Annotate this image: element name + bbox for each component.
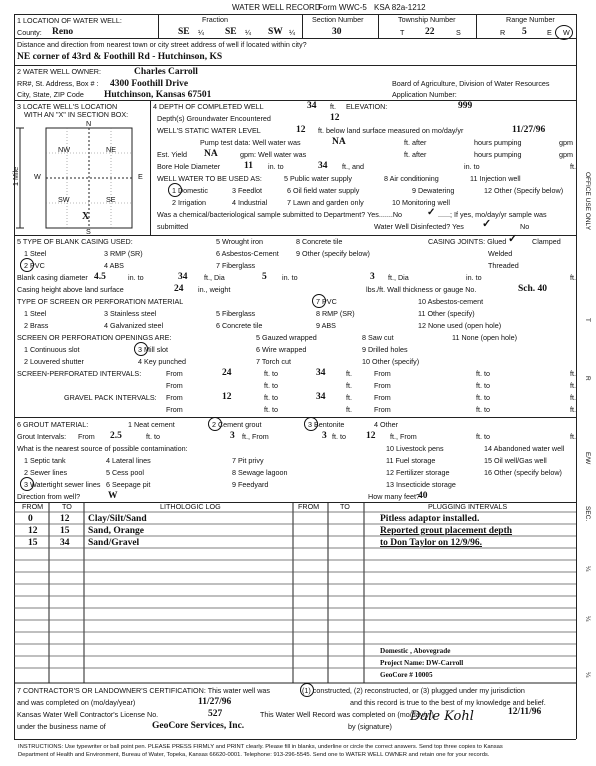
dia2-to-value[interactable]: 3 [370, 272, 375, 282]
casing-steel[interactable]: 1 Steel [24, 249, 47, 258]
county-label: County: [17, 28, 42, 37]
township-label: Township Number [398, 15, 456, 24]
bentonite-circle [304, 417, 318, 431]
hours-label: hours pumping [474, 138, 522, 147]
yield-value[interactable]: NA [204, 149, 218, 159]
src-oilgas[interactable]: 15 Oil well/Gas well [484, 456, 547, 465]
gravel-ft-2: ft. [570, 393, 576, 402]
log-row-from[interactable]: 12 [28, 526, 38, 536]
lbs-label: lbs./ft. Wall thickness or gauge No. [366, 285, 477, 294]
src-pit[interactable]: 7 Pit privy [232, 456, 264, 465]
open-wire[interactable]: 6 Wire wrapped [256, 345, 307, 354]
application-label: Application Number: [392, 90, 457, 99]
perf-to-4: ft. to [476, 381, 490, 390]
range-w: W [563, 28, 570, 37]
cert-truth: and this record is true to the best of my knowledge and belief. [350, 698, 546, 707]
quarter-mark: ¼ [245, 28, 251, 37]
pump-value[interactable]: NA [332, 137, 346, 147]
grout-ft-from-2: ft., From [390, 432, 417, 441]
quarter-1[interactable]: SE [178, 27, 190, 37]
grout-cement[interactable]: 2 Cement grout [212, 420, 262, 429]
perf-ft-2: ft. [570, 369, 576, 378]
casing-other[interactable]: 9 Other (specify below) [296, 249, 370, 258]
log-header-from: FROM [22, 502, 44, 511]
open-mill-slot[interactable]: 3 Mill slot [138, 345, 168, 354]
quarter-2[interactable]: SE [225, 27, 237, 37]
plug-note-2[interactable]: Reported grout placement depth [380, 526, 513, 536]
gravel-label: GRAVEL PACK INTERVALS: [64, 393, 157, 402]
log-row-desc[interactable]: Sand, Orange [88, 526, 144, 536]
src-fertilizer[interactable]: 12 Fertilizer storage [386, 468, 450, 477]
joints-clamped[interactable]: Clamped [532, 237, 561, 246]
casing-pvc[interactable]: 2 PVC [24, 261, 45, 270]
screen-steel[interactable]: 1 Steel [24, 309, 47, 318]
joints-threaded[interactable]: Threaded [488, 261, 519, 270]
casing-fiberglass[interactable]: 7 Fiberglass [216, 261, 256, 270]
dia3-in-to: in. to [466, 273, 482, 282]
screen-none[interactable]: 12 None used (open hole) [418, 321, 502, 330]
grout-ft-3: ft. [570, 432, 576, 441]
grout-label: 6 GROUT MATERIAL: [17, 420, 89, 429]
fraction-label: Fraction [202, 15, 228, 24]
perf-to-2: ft. to [476, 369, 490, 378]
cert-label: 7 CONTRACTOR'S OR LANDOWNER'S CERTIFICATION: This water well was [17, 686, 271, 695]
se-label: SE [106, 195, 116, 204]
geocore-number[interactable]: GeoCore # 10005 [380, 671, 433, 679]
county-value[interactable]: Reno [52, 27, 74, 37]
screen-label: TYPE OF SCREEN OR PERFORATION MATERIAL [17, 297, 184, 306]
dia-value[interactable]: 4.5 [94, 272, 106, 282]
log-row-to[interactable]: 15 [60, 526, 70, 536]
plug-header-to: TO [340, 502, 350, 511]
perf-to-value[interactable]: 34 [316, 368, 326, 378]
open-drilled[interactable]: 9 Drilled holes [362, 345, 408, 354]
chem-question: Was a chemical/bacteriological sample submitted to Department? Yes.......No [157, 210, 403, 219]
gpm-label: gpm [559, 138, 573, 147]
ft-unit-2: ft. [570, 162, 576, 171]
locate-label-2: WITH AN "X" IN SECTION BOX: [24, 110, 129, 119]
gravel-to-2: ft. to [476, 393, 490, 402]
quarter-3[interactable]: SW [268, 27, 283, 37]
side-quarter-1: ¼ [584, 566, 591, 572]
r-prefix: R [500, 28, 506, 37]
well-x-mark: X [82, 211, 90, 222]
grout-neat[interactable]: 1 Neat cement [128, 420, 175, 429]
screen-asbestos[interactable]: 10 Asbestos-cement [418, 297, 484, 306]
dia3-ft: ft. [570, 273, 576, 282]
casing-label: 5 TYPE OF BLANK CASING USED: [17, 237, 133, 246]
open-louvered[interactable]: 2 Louvered shutter [24, 357, 84, 366]
dia-to-value[interactable]: 34 [178, 272, 188, 282]
casing-concrete[interactable]: 8 Concrete tile [296, 237, 343, 246]
use-public[interactable]: 5 Public water supply [284, 174, 352, 183]
src-lateral[interactable]: 4 Lateral lines [106, 456, 151, 465]
src-seepage[interactable]: 6 Seepage pit [106, 480, 151, 489]
gauge-value[interactable]: Sch. 40 [518, 284, 548, 294]
screen-other[interactable]: 11 Other (specify) [418, 309, 475, 318]
gravel-to-1: ft. to [264, 393, 278, 402]
side-quarter-2: ¼ [584, 616, 591, 622]
open-other[interactable]: 10 Other (specify) [362, 357, 420, 366]
feet-label: How many feet? [368, 492, 420, 501]
perf-from-3: From [166, 381, 183, 390]
address-value[interactable]: 4300 Foothill Drive [110, 79, 189, 89]
constructed-circle [300, 683, 314, 697]
grout-from-1: From [78, 432, 95, 441]
quarter-mark: ¼ [289, 28, 295, 37]
range-label: Range Number [506, 15, 555, 24]
east-label: E [138, 172, 143, 181]
elevation-label: ELEVATION: [346, 102, 388, 111]
open-continuous[interactable]: 1 Continuous slot [24, 345, 80, 354]
gravel-from-4: From [374, 405, 391, 414]
perf-to-3: ft. to [264, 381, 278, 390]
dia2-in-to: in. to [282, 273, 298, 282]
elevation-value[interactable]: 999 [458, 101, 473, 111]
grout-ft-from: ft., From [242, 432, 269, 441]
cert-options: (1) constructed, (2) reconstructed, or (3) plugged under my jurisdiction [302, 686, 525, 695]
direction-value[interactable]: W [108, 491, 118, 501]
license-number[interactable]: 527 [208, 709, 223, 719]
log-row-to[interactable]: 34 [60, 538, 70, 548]
chem-tail: ......; If yes, mo/day/yr sample was [438, 210, 547, 219]
disinfected-check[interactable]: ✓ [482, 218, 492, 230]
grout-to-value-1[interactable]: 3 [230, 431, 235, 441]
grout-intervals-label: Grout Intervals: [17, 432, 67, 441]
height-value[interactable]: 24 [174, 284, 184, 294]
src-sewer[interactable]: 2 Sewer lines [24, 468, 68, 477]
depth-value[interactable]: 34 [307, 101, 317, 111]
side-r-label: R [584, 376, 591, 381]
grout-to-value-2[interactable]: 12 [366, 431, 376, 441]
grout-to-2: ft. to [332, 432, 346, 441]
src-septic[interactable]: 1 Septic tank [24, 456, 66, 465]
perf-from-value[interactable]: 24 [222, 368, 232, 378]
joints-label: CASING JOINTS: Glued [428, 237, 507, 246]
use-domestic[interactable]: 1 Domestic [172, 186, 208, 195]
perf-ft-1: ft. [346, 369, 352, 378]
src-fuel[interactable]: 11 Fuel storage [386, 456, 436, 465]
business-label: under the business name of [17, 722, 106, 731]
static-value[interactable]: 12 [296, 125, 306, 135]
height-label: Casing height above land surface [17, 285, 124, 294]
src-feedyard[interactable]: 9 Feedyard [232, 480, 269, 489]
casing-asbestos[interactable]: 6 Asbestos-Cement [216, 249, 279, 258]
township-value[interactable]: 22 [425, 27, 435, 37]
use-irrigation[interactable]: 2 Irrigation [172, 198, 206, 207]
grout-other[interactable]: 4 Other [374, 420, 398, 429]
west-label: W [34, 172, 41, 181]
joints-glued-check[interactable]: ✓ [508, 233, 518, 245]
form-number: Form WWC-5 [318, 3, 367, 12]
log-row-from[interactable]: 0 [28, 514, 33, 524]
ft-unit: ft. [330, 102, 336, 111]
log-row-desc[interactable]: Sand/Gravel [88, 538, 140, 548]
casing-rmp[interactable]: 3 RMP (SR) [104, 249, 143, 258]
grout-from-value-1[interactable]: 2.5 [110, 431, 122, 441]
feet-value[interactable]: 40 [418, 491, 428, 501]
dia-ft: ft., Dia [204, 273, 225, 282]
record-completed-label: This Water Well Record was completed on (mo/day/yr) [260, 710, 434, 719]
use-oilfield[interactable]: 6 Oil field water supply [287, 186, 360, 195]
screen-abs[interactable]: 9 ABS [316, 321, 336, 330]
gravel-ft-1: ft. [346, 393, 352, 402]
open-saw-cut[interactable]: 8 Saw cut [362, 333, 394, 342]
hours-label-2: hours pumping [474, 150, 522, 159]
completed-label: and was completed on (mo/day/year) [17, 698, 136, 707]
src-livestock[interactable]: 10 Livestock pens [386, 444, 444, 453]
gpm-label-2: gpm [559, 150, 573, 159]
dia2-value[interactable]: 5 [262, 272, 267, 282]
log-row-to[interactable]: 12 [60, 514, 70, 524]
use-other[interactable]: 12 Other (Specify below) [484, 186, 564, 195]
use-feedlot[interactable]: 3 Feedlot [232, 186, 262, 195]
section-label: Section Number [312, 15, 364, 24]
range-value[interactable]: 5 [522, 27, 527, 37]
bore-and: ft., and [342, 162, 364, 171]
board-label: Board of Agriculture, Division of Water Resources [392, 79, 550, 88]
open-gauzed[interactable]: 5 Gauzed wrapped [256, 333, 317, 342]
casing-wrought[interactable]: 5 Wrought iron [216, 237, 264, 246]
ksa-ref: KSA 82a-1212 [374, 3, 426, 12]
gravel-from-value[interactable]: 12 [222, 392, 232, 402]
static-date[interactable]: 11/27/96 [512, 125, 546, 135]
grout-to-3: ft. to [476, 432, 490, 441]
casing-abs[interactable]: 4 ABS [104, 261, 124, 270]
city-label: City, State, ZIP Code [17, 90, 84, 99]
distance-value[interactable]: NE corner of 43rd & Foothill Rd - Hutchinson, KS [17, 52, 223, 62]
screen-fiberglass[interactable]: 5 Fiberglass [216, 309, 256, 318]
log-header-to: TO [62, 502, 72, 511]
mill-slot-circle [134, 342, 148, 356]
sw-label: SW [58, 195, 70, 204]
city-value[interactable]: Hutchinson, Kansas 67501 [104, 90, 212, 100]
owner-name[interactable]: Charles Carroll [134, 67, 198, 77]
open-key-punched[interactable]: 4 Key punched [138, 357, 186, 366]
gravel-to-3: ft. to [264, 405, 278, 414]
screen-pvc-circle [312, 294, 326, 308]
location-label: 1 LOCATION OF WATER WELL: [17, 16, 122, 25]
gravel-from-3: From [166, 405, 183, 414]
plug-note-4[interactable]: Domestic , Abovegrade [380, 647, 451, 655]
pump-after: ft. after [404, 138, 427, 147]
use-dewatering[interactable]: 9 Dewatering [412, 186, 455, 195]
log-row-desc[interactable]: Clay/Silt/Sand [88, 514, 147, 524]
use-label: WELL WATER TO BE USED AS: [157, 174, 262, 183]
address-label: RR#, St. Address, Box # : [17, 79, 99, 88]
t-prefix: T [400, 28, 405, 37]
screen-galvanized[interactable]: 4 Galvanized steel [104, 321, 164, 330]
dia2-ft: ft., Dia [388, 273, 409, 282]
gravel-to-4: ft. to [476, 405, 490, 414]
joints-welded[interactable]: Welded [488, 249, 513, 258]
screen-rmp[interactable]: 8 RMP (SR) [316, 309, 355, 318]
side-t-label: T [584, 318, 591, 322]
perf-ft-3: ft. [346, 381, 352, 390]
yield-gpm: gpm: Well water was [240, 150, 307, 159]
instructions-2: Department of Health and Environment, Bureau of Water, Topeka, Kansas 66620-0001. Telephone: 913-296-5545. Send one to WATER WELL OWNER and retain one for your records. [18, 752, 490, 758]
chem-check[interactable]: ✓ [427, 207, 436, 218]
signature-label: by (signature) [348, 722, 392, 731]
perf-label: SCREEN-PERFORATED INTERVALS: [17, 369, 142, 378]
gravel-ft-3: ft. [346, 405, 352, 414]
business-name[interactable]: GeoCore Services, Inc. [152, 721, 245, 731]
side-ew-label: E/W [584, 452, 591, 465]
static-label: WELL'S STATIC WATER LEVEL [157, 126, 261, 135]
side-sec-label: SEC. [584, 506, 591, 522]
quarter-mark: ¼ [198, 28, 204, 37]
pump-after-2: ft. after [404, 150, 427, 159]
perf-from-1: From [166, 369, 183, 378]
screen-brass[interactable]: 2 Brass [24, 321, 49, 330]
grout-bentonite[interactable]: 3 Bentonite [308, 420, 345, 429]
direction-label: Direction from well? [17, 492, 81, 501]
bore-to-value[interactable]: 34 [318, 161, 328, 171]
submitted-label: submitted [157, 222, 189, 231]
static-mid: ft. below land surface measured on mo/day/yr [318, 126, 464, 135]
side-quarter-3: ¼ [584, 672, 591, 678]
screen-stainless[interactable]: 3 Stainless steel [104, 309, 157, 318]
ne-label: NE [106, 145, 116, 154]
owner-label: 2 WATER WELL OWNER: [17, 67, 101, 76]
plug-header-from: FROM [298, 502, 320, 511]
log-header-litho: LITHOLOGIC LOG [160, 502, 221, 511]
disinfected-no: No [520, 222, 530, 231]
bore-in-to: in. to [268, 162, 284, 171]
pvc-circle [20, 258, 34, 272]
use-monitoring[interactable]: 10 Monitoring well [392, 198, 450, 207]
perf-from-2: From [374, 369, 391, 378]
use-injection[interactable]: 11 Injection well [470, 174, 521, 183]
perf-from-4: From [374, 381, 391, 390]
grout-to-1: ft. to [146, 432, 160, 441]
domestic-circle [168, 183, 182, 197]
plug-note-1[interactable]: Pitless adaptor installed. [380, 514, 480, 524]
record-date[interactable]: 12/11/96 [508, 707, 542, 717]
gravel-from-1: From [166, 393, 183, 402]
section-value[interactable]: 30 [332, 27, 342, 37]
src-cess[interactable]: 5 Cess pool [106, 468, 144, 477]
open-torch[interactable]: 7 Torch cut [256, 357, 292, 366]
log-row-from[interactable]: 15 [28, 538, 38, 548]
signature: Dale Kohl [410, 709, 474, 724]
license-label: Kansas Water Well Contractor's License No. [17, 710, 159, 719]
north-label: N [86, 119, 92, 128]
range-e: E [547, 28, 552, 37]
yield-label: Est. Yield [157, 150, 187, 159]
grout-from-value-2[interactable]: 3 [322, 431, 327, 441]
groundwater-1[interactable]: 12 [330, 113, 340, 123]
src-lagoon[interactable]: 8 Sewage lagoon [232, 468, 288, 477]
instructions-1: INSTRUCTIONS: Use typewriter or ball point pen. PLEASE PRESS FIRMLY and PRINT clearly. Please fill in blanks, underline or circle the correct answers. Send top three copies to Kansas [18, 744, 503, 750]
gravel-from-2: From [374, 393, 391, 402]
open-none[interactable]: 11 None (open hole) [452, 333, 517, 342]
form-title: WATER WELL RECORD [232, 3, 321, 12]
src-watertight[interactable]: 3 Watertight sewer lines [24, 480, 101, 489]
src-abandoned[interactable]: 14 Abandoned water well [484, 444, 565, 453]
screen-concrete[interactable]: 6 Concrete tile [216, 321, 263, 330]
plug-note-3[interactable]: to Don Taylor on 12/9/96. [380, 538, 482, 548]
openings-label: SCREEN OR PERFORATION OPENINGS ARE: [17, 333, 172, 342]
bore-value[interactable]: 11 [244, 161, 253, 171]
bore-label: Bore Hole Diameter [157, 162, 221, 171]
src-other[interactable]: 16 Other (specify below) [484, 468, 562, 477]
dia-label: Blank casing diameter [17, 273, 88, 282]
cement-grout-circle [208, 417, 222, 431]
completed-date[interactable]: 11/27/96 [198, 697, 232, 707]
use-lawn[interactable]: 7 Lawn and garden only [287, 198, 364, 207]
watertight-circle [20, 477, 34, 491]
depth-label: 4 DEPTH OF COMPLETED WELL [153, 102, 264, 111]
bore-in-to-2: in. to [464, 162, 480, 171]
distance-label: Distance and direction from nearest town or city street address of well if located within city? [17, 40, 307, 49]
locate-label: 3 LOCATE WELL'S LOCATION [17, 102, 118, 111]
plug-header-intervals: PLUGGING INTERVALS [428, 502, 508, 511]
project-name[interactable]: Project Name: DW-Carroll [380, 659, 464, 667]
office-use-label: OFFICE USE ONLY [584, 172, 591, 231]
mile-label: 1 Mile [11, 166, 20, 186]
perf-to-1: ft. to [264, 369, 278, 378]
groundwater-label: Depth(s) Groundwater Encountered [157, 114, 271, 123]
screen-pvc[interactable]: 7 PVC [316, 297, 337, 306]
perf-ft-4: ft. [570, 381, 576, 390]
use-industrial[interactable]: 4 Industrial [232, 198, 268, 207]
dia-in-to: in. to [128, 273, 144, 282]
gravel-to-value[interactable]: 34 [316, 392, 326, 402]
south-label: S [86, 227, 91, 236]
contamination-label: What is the nearest source of possible contamination: [17, 444, 188, 453]
disinfected-label: Water Well Disinfected? Yes [374, 222, 464, 231]
src-insecticide[interactable]: 13 Insecticide storage [386, 480, 456, 489]
use-aircon[interactable]: 8 Air conditioning [384, 174, 439, 183]
pump-label: Pump test data: Well water was [200, 138, 301, 147]
gravel-ft-4: ft. [570, 405, 576, 414]
nw-label: NW [58, 145, 70, 154]
weight-label: in., weight [198, 285, 231, 294]
t-suffix: S [456, 28, 461, 37]
